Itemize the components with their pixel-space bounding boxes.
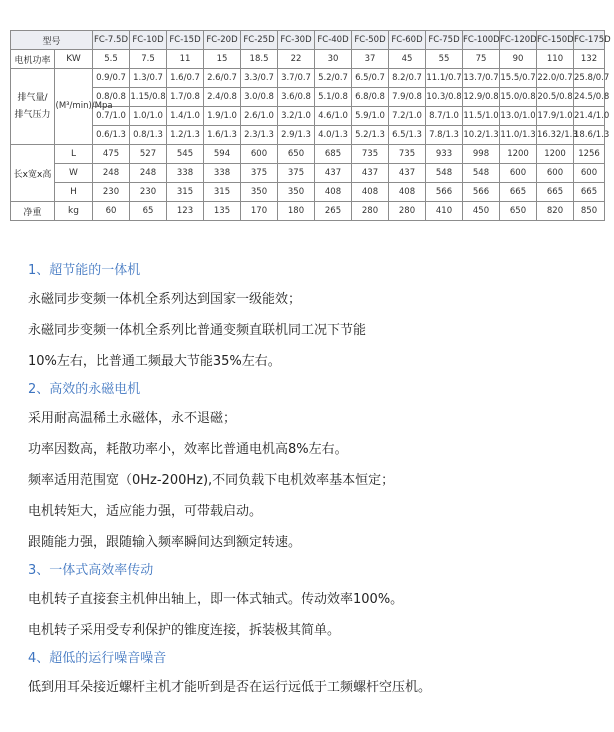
dimension-cell: 594 bbox=[204, 145, 241, 164]
airflow-cell: 2.4/0.8 bbox=[204, 88, 241, 107]
airflow-cell: 1.4/1.0 bbox=[167, 107, 204, 126]
dimension-unit: H bbox=[55, 183, 93, 202]
airflow-cell: 15.5/0.7 bbox=[500, 69, 537, 88]
dimension-cell: 315 bbox=[167, 183, 204, 202]
airflow-cell: 4.0/1.3 bbox=[315, 126, 352, 145]
dimension-cell: 665 bbox=[574, 183, 605, 202]
airflow-cell: 1.9/1.0 bbox=[204, 107, 241, 126]
section-paragraph: 功率因数高，耗散功率小，效率比普通电机高8%左右。 bbox=[28, 442, 348, 457]
dimension-cell: 408 bbox=[315, 183, 352, 202]
airflow-cell: 8.7/1.0 bbox=[426, 107, 463, 126]
dimension-cell: 408 bbox=[389, 183, 426, 202]
table-row bbox=[11, 145, 605, 164]
dimension-cell: 566 bbox=[426, 183, 463, 202]
airflow-cell: 3.6/0.8 bbox=[278, 88, 315, 107]
table-row bbox=[11, 202, 605, 221]
airflow-cell: 25.8/0.7 bbox=[574, 69, 605, 88]
airflow-cell: 5.9/1.0 bbox=[352, 107, 389, 126]
weight-cell: 265 bbox=[315, 202, 352, 221]
airflow-cell: 16.32/1.3 bbox=[537, 126, 574, 145]
weight-cell: 650 bbox=[500, 202, 537, 221]
model-cell: FC-25D bbox=[241, 31, 278, 50]
airflow-cell: 11.0/1.3 bbox=[500, 126, 537, 145]
power-cell: 75 bbox=[463, 50, 500, 69]
dimension-cell: 566 bbox=[463, 183, 500, 202]
power-cell: 132 bbox=[574, 50, 605, 69]
model-cell: FC-30D bbox=[278, 31, 315, 50]
weight-label: 净重 bbox=[11, 202, 55, 221]
airflow-cell: 3.2/1.0 bbox=[278, 107, 315, 126]
table-row bbox=[11, 126, 605, 145]
section-paragraph: 永磁同步变频一体机全系列比普通变频直联机同工况下节能 bbox=[28, 323, 367, 338]
dimension-cell: 665 bbox=[500, 183, 537, 202]
airflow-cell: 3.0/0.8 bbox=[241, 88, 278, 107]
dimension-cell: 350 bbox=[241, 183, 278, 202]
model-cell: FC-60D bbox=[389, 31, 426, 50]
dimension-cell: 248 bbox=[130, 164, 167, 183]
model-cell: FC-15D bbox=[167, 31, 204, 50]
airflow-cell: 1.2/1.3 bbox=[167, 126, 204, 145]
model-cell: FC-150D bbox=[537, 31, 574, 50]
section-paragraph: 10%左右，比普通工频最大节能35%左右。 bbox=[28, 354, 281, 369]
section-paragraph: 采用耐高温稀土永磁体，永不退磁； bbox=[28, 411, 237, 426]
dimension-cell: 527 bbox=[130, 145, 167, 164]
airflow-cell: 22.0/0.7 bbox=[537, 69, 574, 88]
power-unit: KW bbox=[55, 50, 93, 69]
dimension-cell: 248 bbox=[93, 164, 130, 183]
dimension-cell: 735 bbox=[352, 145, 389, 164]
power-cell: 30 bbox=[315, 50, 352, 69]
dimension-cell: 600 bbox=[574, 164, 605, 183]
airflow-cell: 13.0/1.0 bbox=[500, 107, 537, 126]
airflow-cell: 1.6/1.3 bbox=[204, 126, 241, 145]
weight-cell: 410 bbox=[426, 202, 463, 221]
dimension-unit: L bbox=[55, 145, 93, 164]
dimension-cell: 375 bbox=[278, 164, 315, 183]
dimension-cell: 548 bbox=[426, 164, 463, 183]
airflow-cell: 12.9/0.8 bbox=[463, 88, 500, 107]
section-paragraph: 电机转子直接套主机伸出轴上，即一体式轴式。传动效率100%。 bbox=[28, 592, 404, 607]
table-row bbox=[11, 164, 605, 183]
weight-cell: 135 bbox=[204, 202, 241, 221]
airflow-cell: 21.4/1.0 bbox=[574, 107, 605, 126]
weight-cell: 820 bbox=[537, 202, 574, 221]
airflow-cell: 2.3/1.3 bbox=[241, 126, 278, 145]
model-cell: FC-100D bbox=[463, 31, 500, 50]
airflow-cell: 1.7/0.8 bbox=[167, 88, 204, 107]
airflow-cell: 7.8/1.3 bbox=[426, 126, 463, 145]
dimension-cell: 408 bbox=[352, 183, 389, 202]
airflow-cell: 11.5/1.0 bbox=[463, 107, 500, 126]
dimension-cell: 735 bbox=[389, 145, 426, 164]
dimension-cell: 437 bbox=[352, 164, 389, 183]
airflow-cell: 8.2/0.7 bbox=[389, 69, 426, 88]
weight-cell: 65 bbox=[130, 202, 167, 221]
airflow-cell: 1.0/1.0 bbox=[130, 107, 167, 126]
power-label: 电机功率 bbox=[11, 50, 55, 69]
airflow-cell: 3.7/0.7 bbox=[278, 69, 315, 88]
airflow-cell: 0.6/1.3 bbox=[93, 126, 130, 145]
airflow-cell: 20.5/0.8 bbox=[537, 88, 574, 107]
spec-table bbox=[10, 30, 611, 221]
power-cell: 22 bbox=[278, 50, 315, 69]
dimensions-label: 长x宽x高 bbox=[11, 145, 55, 202]
section-heading: 4、超低的运行噪音噪音 bbox=[28, 651, 167, 666]
airflow-cell: 0.8/1.3 bbox=[130, 126, 167, 145]
power-cell: 45 bbox=[389, 50, 426, 69]
power-cell: 15 bbox=[204, 50, 241, 69]
dimension-cell: 600 bbox=[500, 164, 537, 183]
table-row bbox=[11, 50, 605, 69]
airflow-cell: 2.9/1.3 bbox=[278, 126, 315, 145]
airflow-cell: 1.15/0.8 bbox=[130, 88, 167, 107]
dimension-cell: 230 bbox=[93, 183, 130, 202]
model-cell: FC-50D bbox=[352, 31, 389, 50]
airflow-cell: 18.6/1.3 bbox=[574, 126, 605, 145]
dimension-cell: 1256 bbox=[574, 145, 605, 164]
airflow-cell: 6.5/0.7 bbox=[352, 69, 389, 88]
airflow-cell: 5.2/0.7 bbox=[315, 69, 352, 88]
airflow-cell: 0.8/0.8 bbox=[93, 88, 130, 107]
power-cell: 18.5 bbox=[241, 50, 278, 69]
airflow-cell: 6.5/1.3 bbox=[389, 126, 426, 145]
power-cell: 5.5 bbox=[93, 50, 130, 69]
model-cell: FC-10D bbox=[130, 31, 167, 50]
dimension-cell: 1200 bbox=[537, 145, 574, 164]
dimension-cell: 545 bbox=[167, 145, 204, 164]
weight-unit: kg bbox=[55, 202, 93, 221]
power-cell: 11 bbox=[167, 50, 204, 69]
weight-cell: 450 bbox=[463, 202, 500, 221]
airflow-cell: 1.6/0.7 bbox=[167, 69, 204, 88]
section-paragraph: 永磁同步变频一体机全系列达到国家一级能效； bbox=[28, 292, 302, 307]
weight-cell: 60 bbox=[93, 202, 130, 221]
airflow-cell: 5.2/1.3 bbox=[352, 126, 389, 145]
dimension-cell: 548 bbox=[463, 164, 500, 183]
dimension-cell: 350 bbox=[278, 183, 315, 202]
airflow-cell: 0.9/0.7 bbox=[93, 69, 130, 88]
airflow-cell: 3.3/0.7 bbox=[241, 69, 278, 88]
section-paragraph: 频率适用范围宽（0Hz-200Hz),不同负载下电机效率基本恒定； bbox=[28, 473, 395, 488]
dimension-cell: 650 bbox=[278, 145, 315, 164]
power-cell: 110 bbox=[537, 50, 574, 69]
airflow-cell: 24.5/0.8 bbox=[574, 88, 605, 107]
table-header-row bbox=[11, 31, 605, 50]
header-label: 型号 bbox=[11, 31, 93, 50]
dimension-unit: W bbox=[55, 164, 93, 183]
power-cell: 55 bbox=[426, 50, 463, 69]
model-cell: FC-120D bbox=[500, 31, 537, 50]
dimension-cell: 685 bbox=[315, 145, 352, 164]
airflow-cell: 5.1/0.8 bbox=[315, 88, 352, 107]
weight-cell: 850 bbox=[574, 202, 605, 221]
airflow-cell: 13.7/0.7 bbox=[463, 69, 500, 88]
model-cell: FC-40D bbox=[315, 31, 352, 50]
power-cell: 7.5 bbox=[130, 50, 167, 69]
dimension-cell: 437 bbox=[389, 164, 426, 183]
weight-cell: 123 bbox=[167, 202, 204, 221]
dimension-cell: 437 bbox=[315, 164, 352, 183]
dimension-cell: 315 bbox=[204, 183, 241, 202]
airflow-cell: 11.1/0.7 bbox=[426, 69, 463, 88]
airflow-cell: 2.6/1.0 bbox=[241, 107, 278, 126]
model-cell: FC-20D bbox=[204, 31, 241, 50]
dimension-cell: 600 bbox=[537, 164, 574, 183]
weight-cell: 280 bbox=[389, 202, 426, 221]
power-cell: 37 bbox=[352, 50, 389, 69]
model-cell: FC-175D bbox=[574, 31, 605, 50]
dimension-cell: 600 bbox=[241, 145, 278, 164]
section-paragraph: 低到用耳朵接近螺杆主机才能听到是否在运行远低于工频螺杆空压机。 bbox=[28, 680, 432, 695]
dimension-cell: 375 bbox=[241, 164, 278, 183]
table-row bbox=[11, 183, 605, 202]
section-heading: 1、超节能的一体机 bbox=[28, 263, 141, 278]
model-cell: FC-75D bbox=[426, 31, 463, 50]
airflow-cell: 17.9/1.0 bbox=[537, 107, 574, 126]
dimension-cell: 475 bbox=[93, 145, 130, 164]
airflow-cell: 10.2/1.3 bbox=[463, 126, 500, 145]
power-cell: 90 bbox=[500, 50, 537, 69]
dimension-cell: 338 bbox=[204, 164, 241, 183]
airflow-cell: 0.7/1.0 bbox=[93, 107, 130, 126]
weight-cell: 180 bbox=[278, 202, 315, 221]
dimension-cell: 230 bbox=[130, 183, 167, 202]
feature-list bbox=[28, 258, 598, 703]
airflow-cell: 2.6/0.7 bbox=[204, 69, 241, 88]
airflow-cell: 1.3/0.7 bbox=[130, 69, 167, 88]
airflow-cell: 4.6/1.0 bbox=[315, 107, 352, 126]
section-paragraph: 电机转矩大，适应能力强，可带载启动。 bbox=[28, 504, 263, 519]
dimension-cell: 933 bbox=[426, 145, 463, 164]
dimension-cell: 338 bbox=[167, 164, 204, 183]
section-paragraph: 电机转子采用受专利保护的锥度连接，拆装极其简单。 bbox=[28, 623, 341, 638]
dimension-cell: 998 bbox=[463, 145, 500, 164]
dimension-cell: 665 bbox=[537, 183, 574, 202]
airflow-unit-text: (M³/min)/Mpa bbox=[55, 101, 113, 111]
section-paragraph: 跟随能力强，跟随输入频率瞬间达到额定转速。 bbox=[28, 535, 302, 550]
model-cell: FC-7.5D bbox=[93, 31, 130, 50]
section-heading: 2、高效的永磁电机 bbox=[28, 382, 141, 397]
airflow-label bbox=[11, 69, 55, 145]
airflow-cell: 7.9/0.8 bbox=[389, 88, 426, 107]
airflow-label-text: 排气量/排气压力 bbox=[14, 92, 51, 120]
table-row bbox=[11, 69, 605, 88]
weight-cell: 170 bbox=[241, 202, 278, 221]
dimension-cell: 1200 bbox=[500, 145, 537, 164]
airflow-cell: 10.3/0.8 bbox=[426, 88, 463, 107]
weight-cell: 280 bbox=[352, 202, 389, 221]
airflow-cell: 15.0/0.8 bbox=[500, 88, 537, 107]
section-heading: 3、一体式高效率传动 bbox=[28, 563, 154, 578]
airflow-cell: 6.8/0.8 bbox=[352, 88, 389, 107]
airflow-cell: 7.2/1.0 bbox=[389, 107, 426, 126]
